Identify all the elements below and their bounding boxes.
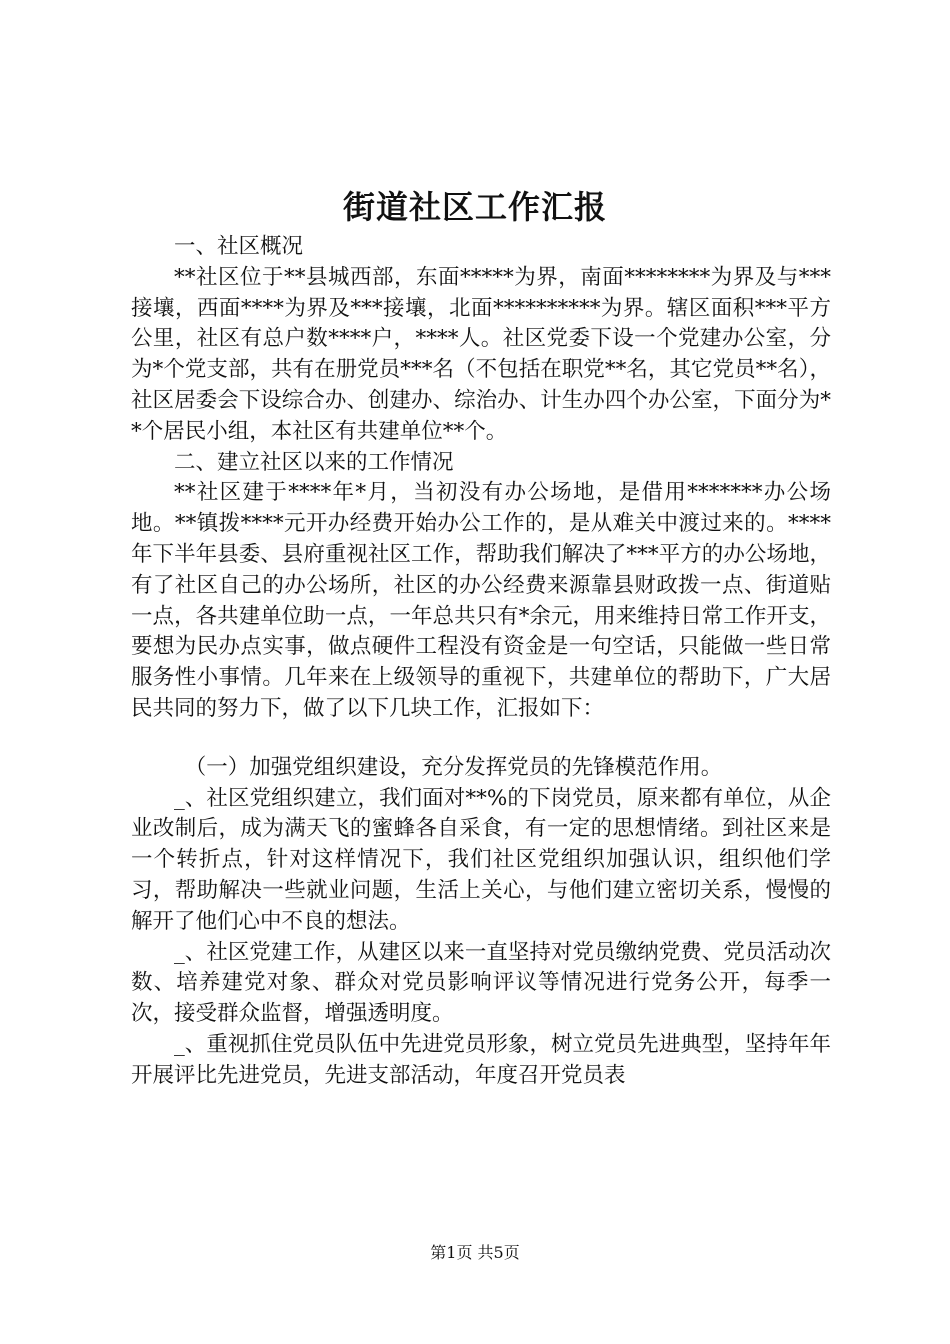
body-paragraph: _、重视抓住党员队伍中先进党员形象，树立党员先进典型，坚持年年开展评比先进党员，先进支部活动，年度召开党员表 bbox=[131, 1031, 831, 1088]
body-paragraph: **社区建于****年*月，当初没有办公场地，是借用*******办公场地。**镇拨****元开办经费开始办公工作的，是从难关中渡过来的。****年下半年县委、县府重视社区工作，帮助我们解决了***平方的办公场地，有了社区自己的办公场所，社区的办公经费来源靠县财政拨一点、街道贴一点，各共建单位助一点，一年总共只有*余元，用来维持日常工作开支，要想为民办点实事，做点硬件工程没有资金是一句空话，只能做一些日常服务性小事情。几年来在上级领导的重视下，共建单位的帮助下，广大居民共同的努力下，做了以下几块工作，汇报如下： bbox=[131, 480, 831, 721]
sub-section-heading: （一）加强党组织建设，充分发挥党员的先锋模范作用。 bbox=[184, 754, 723, 780]
body-paragraph: _、社区党建工作，从建区以来一直坚持对党员缴纳党费、党员活动次数、培养建党对象、群众对党员影响评议等情况进行党务公开，每季一次，接受群众监督，增强透明度。 bbox=[131, 939, 831, 1027]
body-paragraph: **社区位于**县城西部，东面*****为界，南面********为界及与***接壤，西面****为界及***接壤，北面**********为界。辖区面积***平方公里，社区有总户数****户，****人。社区党委下设一个党建办公室，分为*个党支部，共有在册党员***名（不包括在职党**名，其它党员**名），社区居委会下设综合办、创建办、综治办、计生办四个办公室，下面分为**个居民小组，本社区有共建单位**个。 bbox=[131, 264, 831, 444]
page-number-footer: 第1页 共5页 bbox=[430, 1243, 520, 1262]
body-paragraph: _、社区党组织建立，我们面对**%的下岗党员，原来都有单位，从企业改制后，成为满天飞的蜜蜂各自采食，有一定的思想情绪。到社区来是一个转折点，针对这样情况下，我们社区党组织加强认识，组织他们学习，帮助解决一些就业问题，生活上关心，与他们建立密切关系，慢慢的解开了他们心中不良的想法。 bbox=[131, 785, 831, 934]
document-title: 街道社区工作汇报 bbox=[342, 188, 607, 226]
section-heading: 一、社区概况 bbox=[174, 234, 304, 259]
section-heading: 二、建立社区以来的工作情况 bbox=[174, 449, 454, 475]
document-body bbox=[131, 232, 831, 1092]
